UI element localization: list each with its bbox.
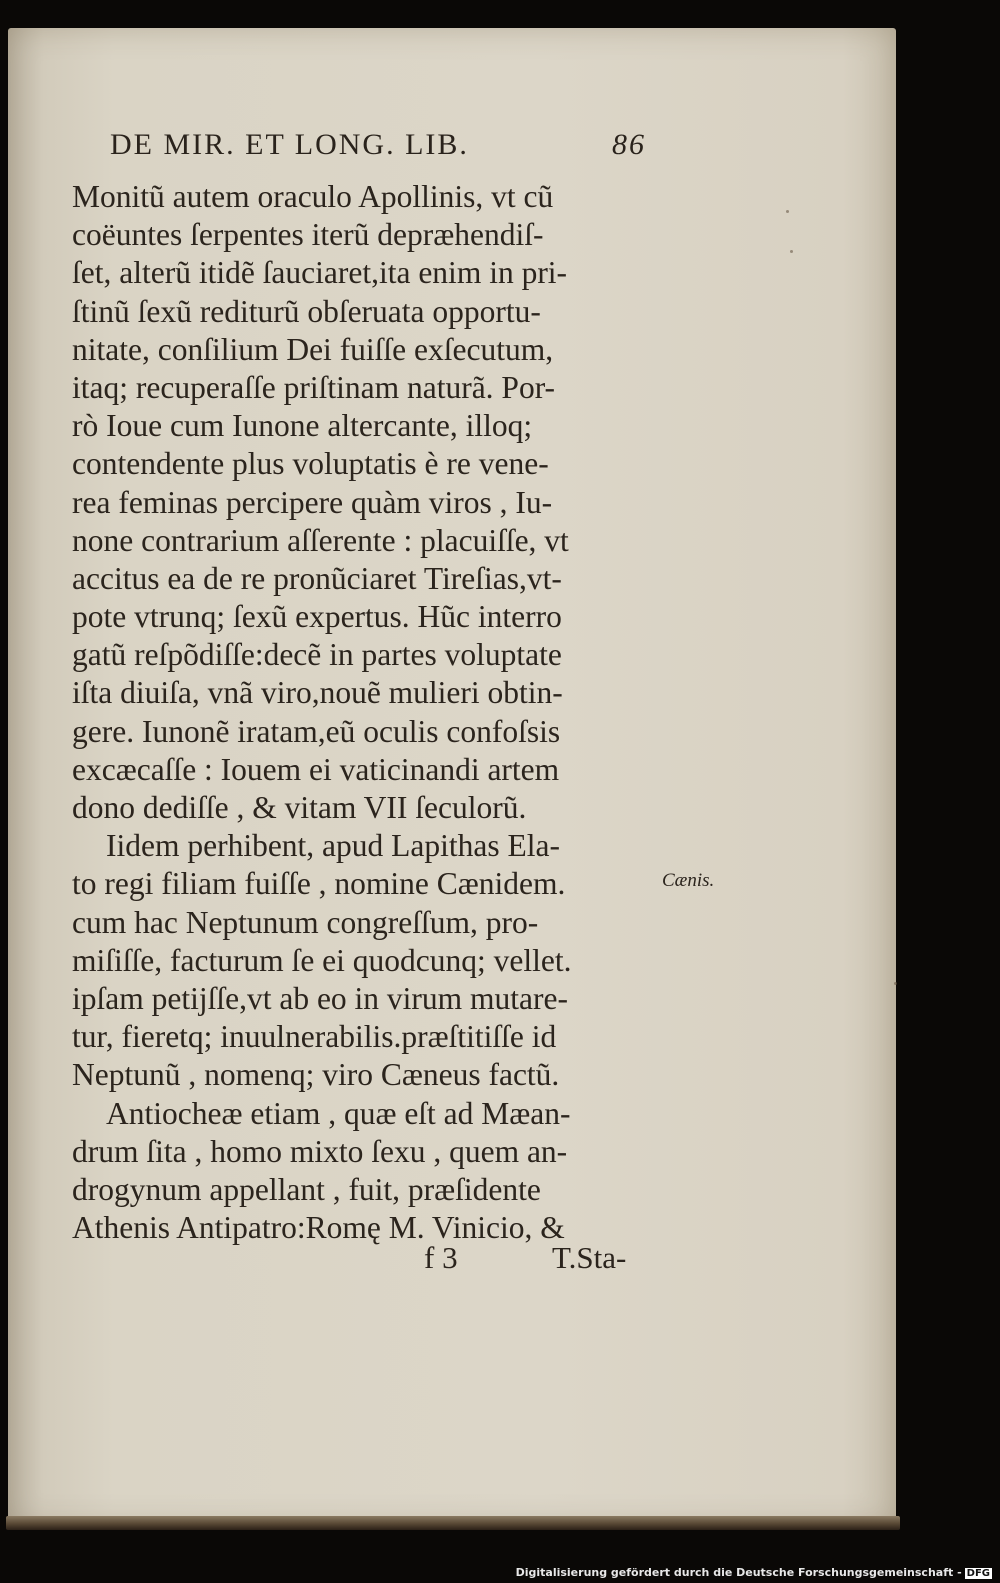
text-line: pote vtrunq; ſexũ expertus. Hũc interro [72, 599, 562, 635]
paper-speck [786, 210, 789, 213]
text-line: none contrarium aſſerente : placuiſſe, vt [72, 522, 569, 558]
text-line: ſtinũ ſexũ rediturũ obſeruata opportu- [72, 293, 541, 329]
text-line: tur, fieretq; inuulnerabilis.præſtitiſſe id [72, 1019, 557, 1055]
text-line: contendente plus voluptatis è re vene- [72, 446, 549, 482]
text-line: drum ſita , homo mixto ſexu , quem an- [72, 1133, 568, 1169]
body-text [72, 178, 672, 1247]
text-line: itaq; recuperaſſe priſtinam naturã. Por- [72, 369, 556, 405]
text-line: gere. Iunonẽ iratam,eũ oculis confoſsis [72, 713, 561, 749]
text-line: gatũ reſpõdiſſe:decẽ in partes voluptate [72, 637, 562, 673]
text-line: coëuntes ſerpentes iterũ depræhendiſ- [72, 217, 544, 253]
signature-mark: f 3 [424, 1240, 458, 1275]
text-line: rea feminas percipere quàm viros , Iu- [72, 484, 553, 520]
text-line: dono dediſſe , & vitam VII ſeculorũ. [72, 790, 527, 825]
marginal-note: Cænis. [662, 870, 715, 891]
running-head [110, 128, 650, 168]
text-line: miſiſſe, facturum ſe ei quodcunq; vellet. [72, 942, 572, 978]
text-line: iſta diuiſa, vnã viro,nouẽ mulieri obtin- [72, 675, 563, 711]
text-line: ſet, alterũ itidẽ ſauciaret,ita enim in pri- [72, 255, 568, 291]
text-line: Monitũ autem oraculo Apollinis, vt cũ [72, 179, 554, 214]
text-line: Athenis Antipatro:Romę M. Vinicio, & [72, 1210, 565, 1246]
digitization-credit [516, 1566, 992, 1579]
running-head-title: DE MIR. ET LONG. LIB. [110, 128, 469, 161]
page-edge [6, 1516, 900, 1530]
text-line: to regi filiam fuiſſe , nomine Cænidem. [72, 866, 566, 902]
text-line: Iidem perhibent, apud Lapithas Ela- [106, 828, 560, 864]
text-line: excæcaſſe : Iouem ei vaticinandi artem [72, 751, 560, 787]
text-line: cum hac Neptunum congreſſum, pro- [72, 904, 539, 940]
text-line: nitate, conſilium Dei fuiſſe exſecutum, [72, 331, 554, 367]
paper-speck [790, 250, 793, 253]
paper-speck [894, 982, 897, 985]
folio-number: 86 [612, 128, 646, 161]
text-line: drogynum appellant , fuit, præſidente [72, 1171, 541, 1207]
dfg-logo: DFG [966, 1568, 990, 1579]
text-line: Antiocheæ etiam , quæ eſt ad Mæan- [106, 1095, 571, 1131]
catchword: T.Sta- [552, 1240, 627, 1275]
text-line: Neptunũ , nomenq; viro Cæneus factũ. [72, 1057, 560, 1093]
text-line: rò Ioue cum Iunone altercante, illoq; [72, 408, 533, 444]
page-footer [72, 1240, 672, 1280]
text-line: accitus ea de re pronũciaret Tireſias,vt- [72, 560, 562, 596]
credit-text: Digitalisierung gefördert durch die Deutsche Forschungsgemeinschaft - [515, 1566, 962, 1579]
text-line: ipſam petijſſe,vt ab eo in virum mutare- [72, 980, 568, 1016]
